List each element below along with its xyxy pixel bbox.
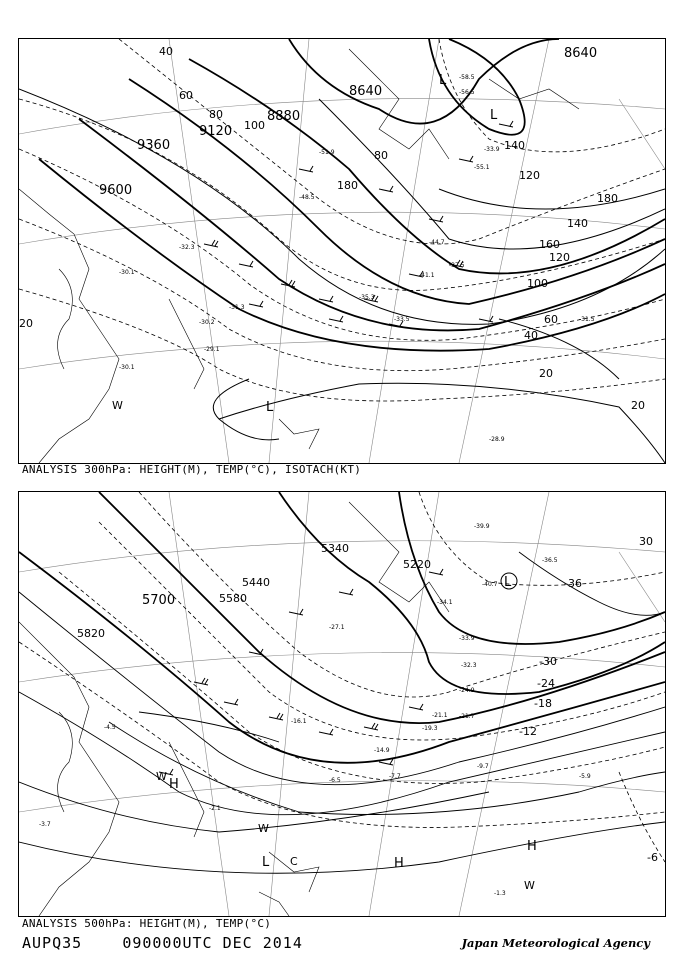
isotherm-label: -12 bbox=[519, 725, 537, 738]
isotach-label: 60 bbox=[179, 89, 193, 102]
isotherm-label: 30 bbox=[639, 535, 653, 548]
station-label: -7.7 bbox=[389, 773, 401, 780]
graticule bbox=[19, 492, 665, 916]
high-center: H bbox=[394, 856, 404, 871]
temp-label: -29.1 bbox=[204, 346, 220, 353]
station-label: -6.5 bbox=[329, 777, 341, 784]
isotach-label: 140 bbox=[567, 217, 588, 230]
station-label: -21.1 bbox=[432, 712, 448, 719]
station-label: -5.9 bbox=[579, 773, 591, 780]
isotherm-label: -30 bbox=[539, 655, 557, 668]
cold-center: C bbox=[290, 855, 298, 868]
product-code: AUPQ35 bbox=[22, 934, 83, 952]
station-label: -2.1 bbox=[209, 805, 221, 812]
isotach-label: 120 bbox=[519, 169, 540, 182]
temp-label: -30.1 bbox=[119, 269, 135, 276]
isotach-label: 100 bbox=[527, 277, 548, 290]
warm-center: W bbox=[112, 399, 123, 412]
station-label: -16.1 bbox=[291, 718, 307, 725]
station-label: -39.9 bbox=[474, 523, 490, 530]
caption-300hpa: ANALYSIS 300hPa: HEIGHT(M), TEMP(°C), ISOTACH(KT) bbox=[22, 463, 362, 476]
wind-barbs bbox=[159, 569, 443, 775]
isotach-label: 100 bbox=[244, 119, 265, 132]
temp-label: -44.7 bbox=[429, 239, 445, 246]
isotherm-label: -24 bbox=[537, 677, 555, 690]
station-label: -4.5 bbox=[104, 724, 116, 731]
height-label-9600: 9600 bbox=[99, 183, 133, 198]
warm-center: W bbox=[524, 879, 535, 892]
station-label: -32.3 bbox=[461, 662, 477, 669]
station-label: -40.7 bbox=[482, 581, 498, 588]
isotach-label: 80 bbox=[209, 108, 223, 121]
agency-name: Japan Meteorological Agency bbox=[461, 936, 650, 950]
station-label: -36.5 bbox=[542, 557, 558, 564]
isotach-label: 140 bbox=[504, 139, 525, 152]
height-label-5820: 5820 bbox=[77, 627, 105, 640]
station-label: -24.9 bbox=[459, 687, 475, 694]
temp-label: -58.5 bbox=[459, 74, 475, 81]
temp-label: -37.5 bbox=[449, 262, 465, 269]
product-header bbox=[22, 934, 303, 952]
temp-label: -55.1 bbox=[474, 164, 490, 171]
isotach-label: 180 bbox=[597, 192, 618, 205]
isotach-label: 60 bbox=[544, 313, 558, 326]
height-label-9120: 9120 bbox=[199, 124, 233, 139]
temp-label: -30.1 bbox=[119, 364, 135, 371]
isotach-label: 20 bbox=[19, 317, 33, 330]
map-500hpa bbox=[19, 492, 665, 916]
temp-label: -33.5 bbox=[394, 316, 410, 323]
temp-label: -31.3 bbox=[229, 304, 245, 311]
temp-label: -28.9 bbox=[489, 436, 505, 443]
map-300hpa-panel bbox=[18, 38, 666, 464]
station-label: -21.7 bbox=[459, 713, 475, 720]
station-label: -1.3 bbox=[494, 890, 506, 897]
temp-label: -51.9 bbox=[319, 149, 335, 156]
height-label-9360: 9360 bbox=[137, 138, 171, 153]
temp-label: -31.5 bbox=[579, 316, 595, 323]
isotach-label: 40 bbox=[159, 45, 173, 58]
height-label-5700: 5700 bbox=[142, 593, 176, 608]
isotach-label: 20 bbox=[539, 367, 553, 380]
low-center: L bbox=[504, 575, 512, 590]
isotherm-label: -36 bbox=[564, 577, 582, 590]
height-label-5580: 5580 bbox=[219, 592, 247, 605]
height-label-5220: 5220 bbox=[403, 558, 431, 571]
station-label: -9.7 bbox=[477, 763, 489, 770]
low-center: L bbox=[262, 855, 270, 870]
isotach-label: 120 bbox=[549, 251, 570, 264]
temp-label: -35.3 bbox=[359, 294, 375, 301]
height-label-8880: 8880 bbox=[267, 109, 301, 124]
map-500hpa-panel bbox=[18, 491, 666, 917]
isotach-label: 180 bbox=[337, 179, 358, 192]
isotach-label: 40 bbox=[524, 329, 538, 342]
high-center: H bbox=[169, 777, 179, 792]
low-center: L bbox=[490, 108, 498, 123]
height-label-5440: 5440 bbox=[242, 576, 270, 589]
station-label: -19.3 bbox=[422, 725, 438, 732]
isotherm-label: -6 bbox=[647, 851, 658, 864]
isotach-label: 80 bbox=[374, 149, 388, 162]
low-center: L bbox=[439, 73, 447, 88]
station-label: -33.9 bbox=[459, 635, 475, 642]
temp-label: -33.9 bbox=[484, 146, 500, 153]
caption-500hpa: ANALYSIS 500hPa: HEIGHT(M), TEMP(°C) bbox=[22, 917, 272, 930]
map-300hpa bbox=[19, 39, 665, 463]
warm-center: W bbox=[258, 822, 269, 835]
isotach-label: 20 bbox=[631, 399, 645, 412]
temp-label: -30.2 bbox=[199, 319, 215, 326]
isotherm-label: -18 bbox=[534, 697, 552, 710]
height-contours-thin bbox=[19, 552, 665, 873]
temp-label: -32.3 bbox=[179, 244, 195, 251]
height-label-8640-ne: 8640 bbox=[564, 46, 598, 61]
temp-label: -41.1 bbox=[419, 272, 435, 279]
height-label-5340: 5340 bbox=[321, 542, 349, 555]
height-label-8640: 8640 bbox=[349, 84, 383, 99]
isotach-label: 160 bbox=[539, 238, 560, 251]
station-label: -34.1 bbox=[437, 599, 453, 606]
high-center: H bbox=[527, 839, 537, 854]
temp-label: -56.5 bbox=[459, 89, 475, 96]
analysis-datetime: 090000UTC DEC 2014 bbox=[122, 934, 303, 952]
station-label: -27.1 bbox=[329, 624, 345, 631]
station-label: -14.9 bbox=[374, 747, 390, 754]
coastline bbox=[19, 502, 449, 916]
station-label: -3.7 bbox=[39, 821, 51, 828]
low-center: L bbox=[266, 400, 274, 415]
warm-center: W bbox=[156, 770, 167, 783]
temp-label: -48.5 bbox=[299, 194, 315, 201]
